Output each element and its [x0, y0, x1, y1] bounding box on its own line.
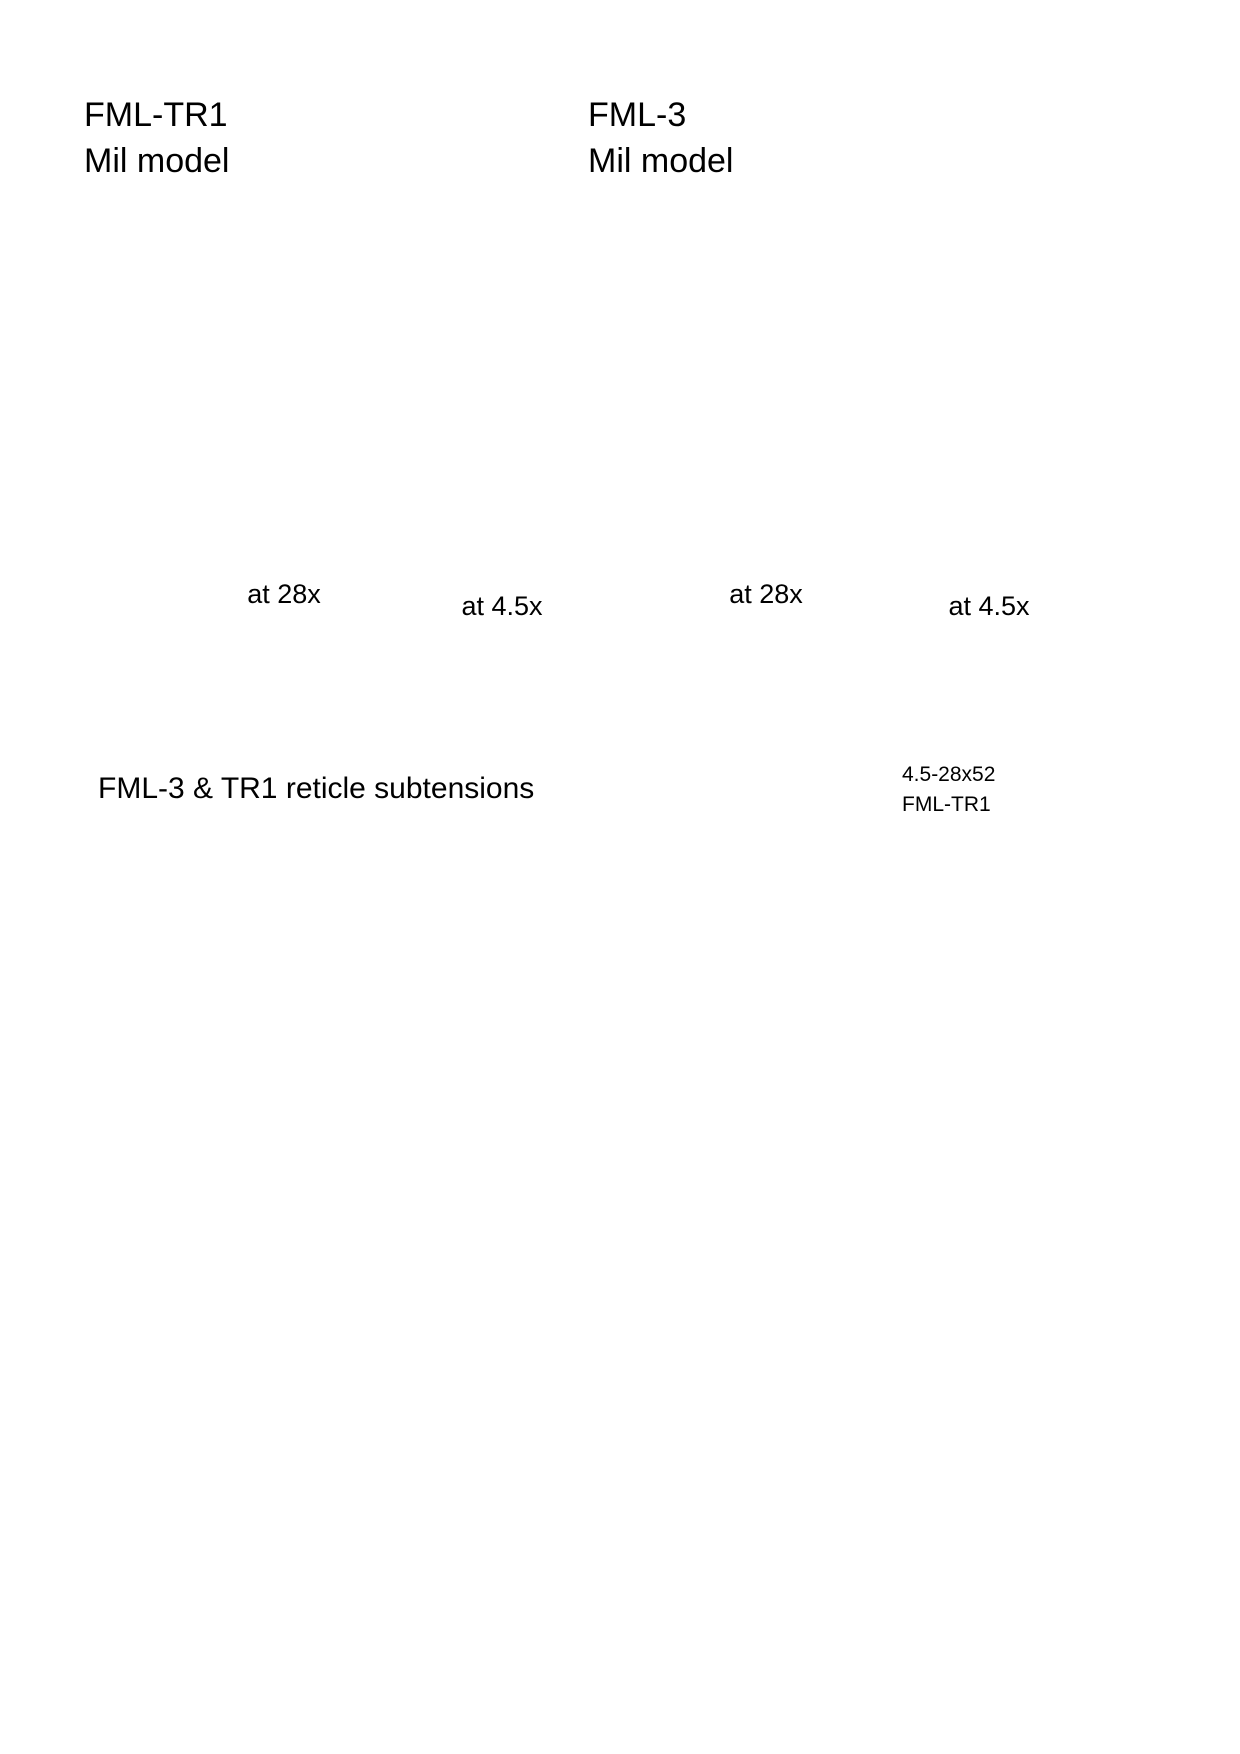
model-name: FML-TR1 [84, 96, 228, 134]
panel-title-fml-tr1 [84, 92, 229, 184]
section-title: FML-3 & TR1 reticle subtensions [98, 772, 535, 805]
mag-label-fml3-45x: at 4.5x [948, 591, 1030, 621]
scope-model: 4.5-28x52 [902, 763, 996, 786]
mag-label-tr1-45x: at 4.5x [461, 591, 543, 621]
scope-model-label [902, 760, 995, 820]
model-name: FML-3 [588, 96, 687, 134]
mag-label-fml3-28x: at 28x [729, 579, 803, 609]
model-type: Mil model [84, 142, 230, 180]
mag-label-tr1-28x: at 28x [247, 579, 321, 609]
reticle-model: FML-TR1 [902, 793, 991, 816]
panel-title-fml-3 [588, 92, 733, 184]
model-type: Mil model [588, 142, 734, 180]
